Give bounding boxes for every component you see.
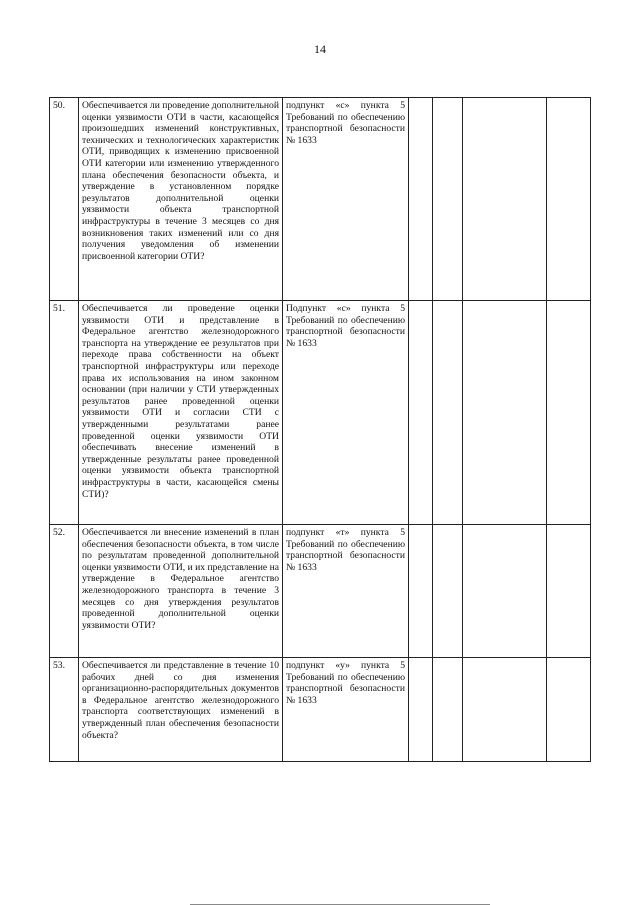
question-text: Обеспечивается ли представление в течение 10 рабочих дней со дня изменения организационно-распорядительных документов в Федеральное агентство железнодорожного транспорта соответствующих изменений в утвержденный план обеспечения безопасности объекта? bbox=[79, 658, 283, 762]
notes-cell bbox=[547, 658, 591, 762]
answer-na-cell bbox=[463, 301, 547, 525]
question-text: Обеспечивается ли проведение дополнительной оценки уязвимости ОТИ в части, касающейся произошедших изменений конструктивных, технических и технологических характеристик ОТИ, приводящих к изменению присвоенной ОТИ категории или изменению утвержденного плана обеспечения безопасности объекта, и утверждение в установленном порядке результатов дополнительной оценки уязвимости объекта транспортной инфраструктуры в течение 3 месяцев со дня возникновения таких изменений или со дня получения уведомления об изменении присвоенной категории ОТИ? bbox=[79, 98, 283, 301]
answer-yes-cell bbox=[409, 301, 433, 525]
table-row bbox=[50, 301, 591, 525]
notes-cell bbox=[547, 301, 591, 525]
question-text: Обеспечивается ли проведение оценки уязвимости ОТИ и представление в Федеральное агентство железнодорожного транспорта на утверждение ее результатов при переходе права собственности на объект транспортной инфраструктуры или переходе права их использования на ином законном основании (при наличии у СТИ утвержденных результатов ранее проведенной оценки уязвимости ОТИ и согласии СТИ с утвержденными результатами ранее проведенной оценки уязвимости ОТИ обеспечивать внесение изменений в утвержденные результаты ранее проведенной оценки уязвимости объекта транспортной инфраструктуры в части, касающейся смены СТИ)? bbox=[79, 301, 283, 525]
answer-yes-cell bbox=[409, 658, 433, 762]
table-row bbox=[50, 98, 591, 301]
question-text: Обеспечивается ли внесение изменений в план обеспечения безопасности объекта, в том числе по результатам проведенной дополнительной оценки уязвимости ОТИ, и их представление на утверждение в Федеральное агентство железнодорожного транспорта в течение 3 месяцев со дня утверждения результатов проведенной дополнительной оценки уязвимости ОТИ? bbox=[79, 525, 283, 658]
requirement-reference: подпункт «т» пункта 5 Требований по обеспечению транспортной безопасности № 1633 bbox=[283, 525, 409, 658]
table-row bbox=[50, 525, 591, 658]
notes-cell bbox=[547, 525, 591, 658]
row-number: 50. bbox=[50, 98, 79, 301]
answer-no-cell bbox=[433, 98, 463, 301]
row-number: 53. bbox=[50, 658, 79, 762]
answer-na-cell bbox=[463, 658, 547, 762]
checklist-table bbox=[49, 97, 591, 762]
requirement-reference: Подпункт «с» пункта 5 Требований по обеспечению транспортной безопасности № 1633 bbox=[283, 301, 409, 525]
notes-cell bbox=[547, 98, 591, 301]
row-number: 51. bbox=[50, 301, 79, 525]
answer-yes-cell bbox=[409, 98, 433, 301]
answer-na-cell bbox=[463, 98, 547, 301]
answer-no-cell bbox=[433, 525, 463, 658]
answer-yes-cell bbox=[409, 525, 433, 658]
answer-no-cell bbox=[433, 301, 463, 525]
answer-na-cell bbox=[463, 525, 547, 658]
row-number: 52. bbox=[50, 525, 79, 658]
requirement-reference: подпункт «у» пункта 5 Требований по обеспечению транспортной безопасности № 1633 bbox=[283, 658, 409, 762]
page-number: 14 bbox=[314, 42, 326, 56]
table-row bbox=[50, 658, 591, 762]
requirement-reference: подпункт «с» пункта 5 Требований по обеспечению транспортной безопасности № 1633 bbox=[283, 98, 409, 301]
answer-no-cell bbox=[433, 658, 463, 762]
